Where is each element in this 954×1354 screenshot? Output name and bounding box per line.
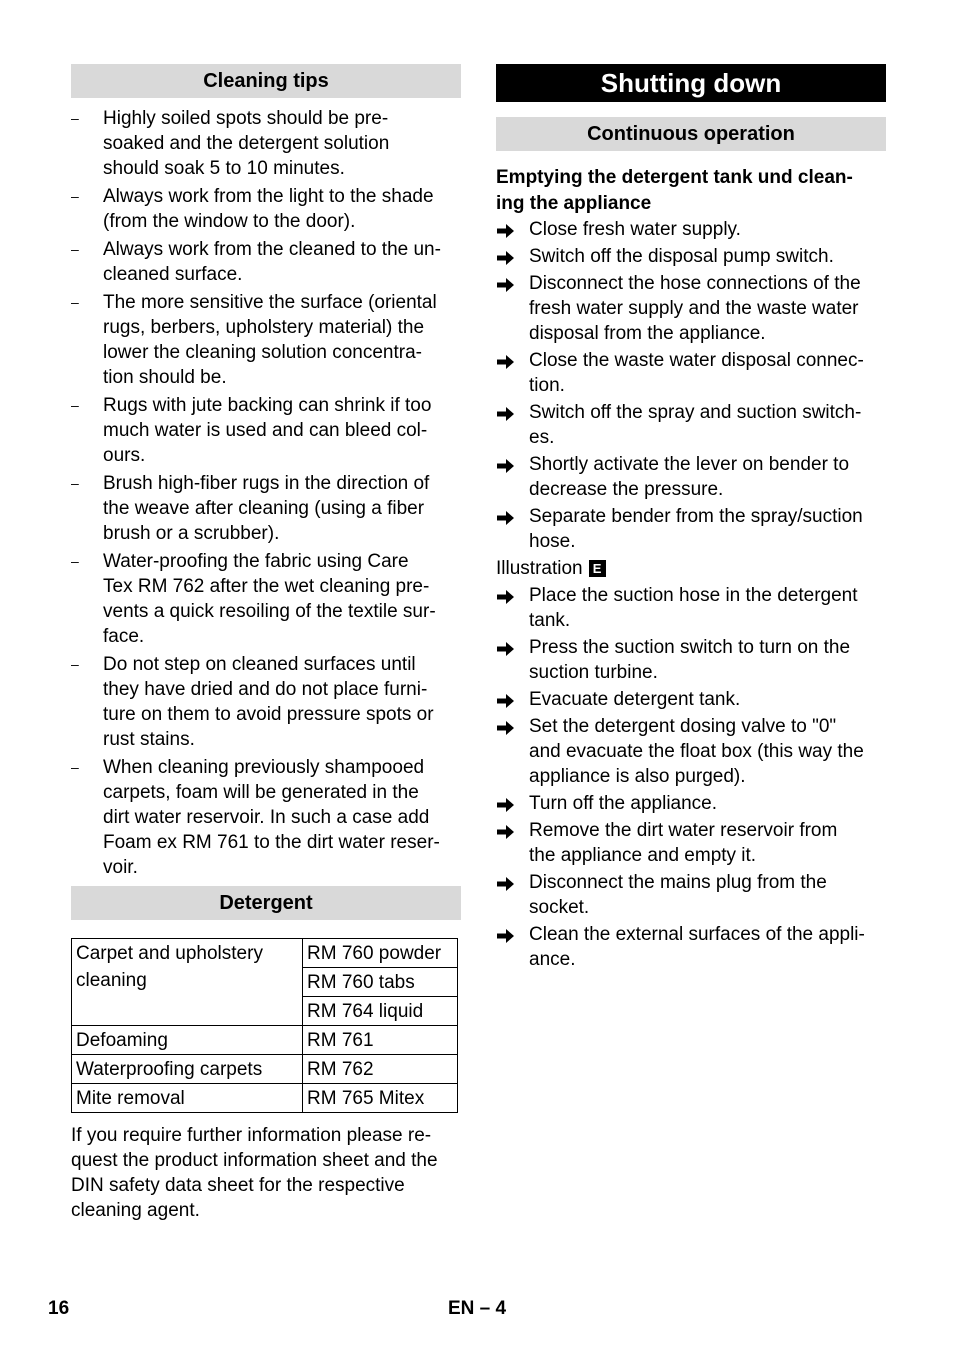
step-item [496,922,886,972]
table-row [72,1055,458,1084]
arrow-right-icon [497,874,515,890]
text-line: cleaning agent. [71,1200,200,1221]
text-line: Emptying the detergent tank und clean- [496,167,853,188]
text-line: rugs, berbers, upholstery material) the [103,317,425,338]
list-item [71,290,461,390]
text-line: Tex RM 762 after the wet cleaning pre- [103,576,430,597]
text-line: Highly soiled spots should be pre- [103,108,389,129]
arrow-right-icon [497,926,515,942]
table-row [72,1026,458,1055]
arrow-right-icon [497,587,515,603]
text-line: dirt water reservoir. In such a case add [103,807,430,828]
text-line: Shortly activate the lever on bender to [529,454,850,475]
text-line: Separate bender from the spray/suction [529,506,863,527]
text-line: cleaning [76,970,147,991]
text-line: lower the cleaning solution concentra- [103,342,422,363]
text-line: tion should be. [103,367,227,388]
text-line: Remove the dirt water reservoir from [529,820,838,841]
text-line: Brush high-fiber rugs in the direction of [103,473,430,494]
table-row [72,939,458,968]
text-line: Set the detergent dosing valve to "0" [529,716,837,737]
arrow-right-icon [497,795,515,811]
table-cell-product: RM 762 [303,1055,458,1084]
text-line: vents a quick resoiling of the textile sur- [103,601,436,622]
step-item [496,504,886,554]
list-item [71,106,461,181]
text-line: ance. [529,949,576,970]
dash-bullet-icon: – [71,656,79,672]
table-cell-product: RM 760 powder [303,939,458,968]
chapter-title: Shutting down [496,64,886,102]
text-line: and evacuate the float box (this way the [529,741,864,762]
text-line: fresh water supply and the waste water [529,298,859,319]
text-line: the appliance and empty it. [529,845,757,866]
emptying-subheading [496,165,886,217]
text-line: es. [529,427,555,448]
text-line: they have dried and do not place furni- [103,679,428,700]
illustration-e-icon: E [589,560,606,577]
table-cell-product: RM 760 tabs [303,968,458,997]
arrow-right-icon [497,691,515,707]
text-line: should soak 5 to 10 minutes. [103,158,345,179]
step-item [496,244,886,269]
detergent-note [71,1123,461,1223]
step-item [496,635,886,685]
text-line: Evacuate detergent tank. [529,689,741,710]
illustration-label: Illustration [496,558,583,579]
text-line: When cleaning previously shampooed [103,757,425,778]
text-line: Always work from the cleaned to the un- [103,239,441,260]
text-line: (from the window to the door). [103,211,356,232]
text-line: voir. [103,857,138,878]
text-line: brush or a scrubber). [103,523,280,544]
table-cell-use: Waterproofing carpets [72,1055,303,1084]
text-line: much water is used and can bleed col- [103,420,428,441]
list-item [71,184,461,234]
dash-bullet-icon: – [71,241,79,257]
text-line: Water-proofing the fabric using Care [103,551,409,572]
arrow-right-icon [497,456,515,472]
list-item [71,237,461,287]
right-column [496,64,886,974]
table-cell-product: RM 765 Mitex [303,1084,458,1113]
step-item [496,583,886,633]
continuous-operation-heading: Continuous operation [496,117,886,151]
list-item [71,471,461,546]
step-item [496,271,886,346]
page-number: 16 [48,1298,70,1319]
text-line: the weave after cleaning (using a fiber [103,498,425,519]
list-item [71,652,461,752]
dash-bullet-icon: – [71,188,79,204]
illustration-reference [496,556,886,581]
text-line: quest the product information sheet and the [71,1150,438,1171]
step-item [496,217,886,242]
cleaning-tips-list [71,106,461,880]
table-cell-use: Mite removal [72,1084,303,1113]
text-line: hose. [529,531,576,552]
dash-bullet-icon: – [71,294,79,310]
detergent-heading: Detergent [71,886,461,920]
arrow-right-icon [497,275,515,291]
arrow-right-icon [497,718,515,734]
arrow-right-icon [497,404,515,420]
text-line: Switch off the spray and suction switch- [529,402,862,423]
arrow-right-icon [497,221,515,237]
text-line: Disconnect the hose connections of the [529,273,861,294]
arrow-right-icon [497,248,515,264]
arrow-right-icon [497,352,515,368]
text-line: Disconnect the mains plug from the [529,872,827,893]
table-cell-product: RM 764 liquid [303,997,458,1026]
text-line: Carpet and upholstery [76,943,263,964]
footer-code: EN – 4 [448,1298,507,1319]
text-line: carpets, foam will be generated in the [103,782,419,803]
steps-list-b [496,583,886,972]
text-line: Switch off the disposal pump switch. [529,246,834,267]
dash-bullet-icon: – [71,475,79,491]
text-line: Foam ex RM 761 to the dirt water reser- [103,832,440,853]
text-line: disposal from the appliance. [529,323,766,344]
list-item [71,755,461,880]
left-column [71,64,461,1223]
text-line: Place the suction hose in the detergent [529,585,858,606]
step-item [496,791,886,816]
text-line: ing the appliance [496,193,652,214]
arrow-right-icon [497,508,515,524]
text-line: tion. [529,375,565,396]
text-line: Close fresh water supply. [529,219,741,240]
text-line: Close the waste water disposal connec- [529,350,864,371]
text-line: face. [103,626,145,647]
text-line: DIN safety data sheet for the respective [71,1175,405,1196]
steps-list-a [496,217,886,554]
text-line: Always work from the light to the shade [103,186,434,207]
text-line: Turn off the appliance. [529,793,718,814]
text-line: If you require further information please re- [71,1125,432,1146]
cleaning-tips-heading: Cleaning tips [71,64,461,98]
detergent-table [71,938,458,1113]
step-item [496,870,886,920]
text-line: Do not step on cleaned surfaces until [103,654,416,675]
text-line: soaked and the detergent solution [103,133,390,154]
step-item [496,348,886,398]
dash-bullet-icon: – [71,397,79,413]
text-line: The more sensitive the surface (oriental [103,292,437,313]
dash-bullet-icon: – [71,553,79,569]
step-item [496,714,886,789]
table-cell-use [72,939,303,1026]
text-line: cleaned surface. [103,264,243,285]
text-line: Clean the external surfaces of the appli- [529,924,865,945]
text-line: ture on them to avoid pressure spots or [103,704,434,725]
step-item [496,400,886,450]
text-line: appliance is also purged). [529,766,746,787]
dash-bullet-icon: – [71,110,79,126]
text-line: socket. [529,897,590,918]
step-item [496,687,886,712]
text-line: ours. [103,445,146,466]
text-line: rust stains. [103,729,195,750]
text-line: suction turbine. [529,662,658,683]
arrow-right-icon [497,822,515,838]
text-line: decrease the pressure. [529,479,724,500]
text-line: Press the suction switch to turn on the [529,637,851,658]
list-item [71,549,461,649]
dash-bullet-icon: – [71,759,79,775]
text-line: tank. [529,610,571,631]
step-item [496,818,886,868]
list-item [71,393,461,468]
table-row [72,1084,458,1113]
arrow-right-icon [497,639,515,655]
table-cell-use: Defoaming [72,1026,303,1055]
step-item [496,452,886,502]
text-line: Rugs with jute backing can shrink if too [103,395,432,416]
table-cell-product: RM 761 [303,1026,458,1055]
